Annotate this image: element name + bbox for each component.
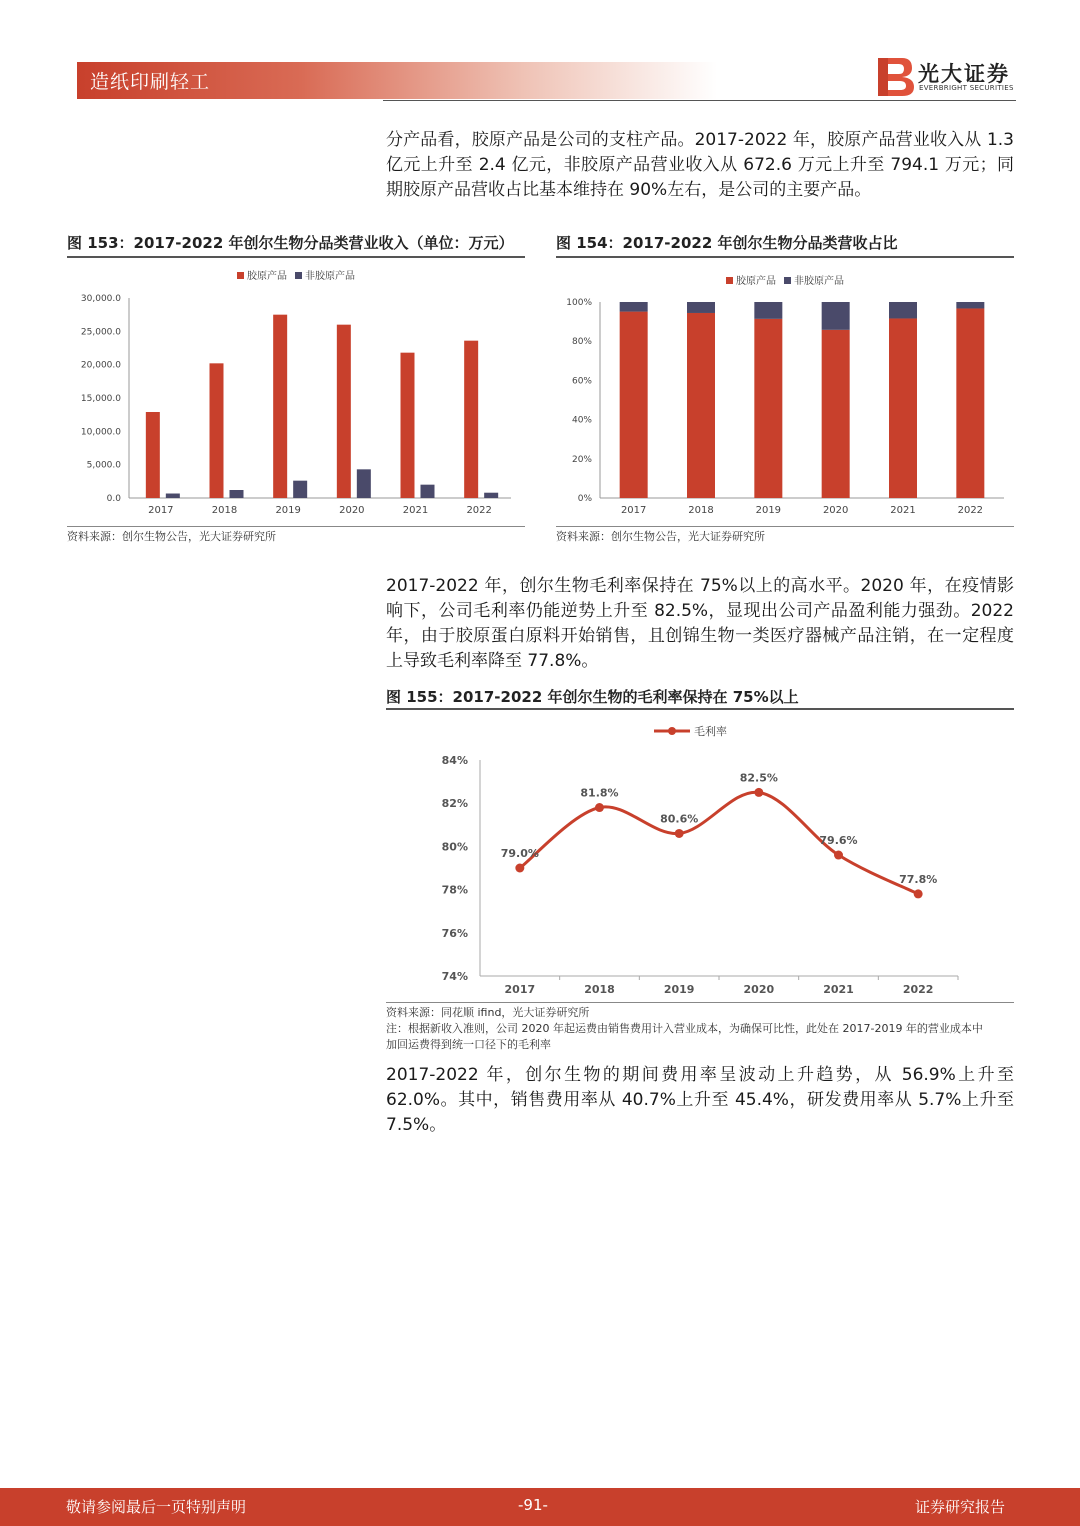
data-label: 77.8% [899,872,938,886]
paragraph-1: 分产品看，胶原产品是公司的支柱产品。2017-2022 年，胶原产品营业收入从 1.3 亿元上升至 2.4 亿元，非胶原产品营业收入从 672.6 万元上升至 794.1 万元；同期胶原产品营收占比基本维持在 90%左右，是公司的主要产品。 [386,130,1014,200]
bar-collagen-share [956,308,984,498]
data-point [754,788,763,797]
legend-label: 非胶原产品 [794,276,844,287]
x-tick-label: 2017 [504,983,536,996]
revenue-share-chart [556,262,1014,524]
footer-report-type: 证券研究报告 [914,1498,1005,1516]
data-label: 80.6% [660,812,699,826]
margin-series-line [520,792,918,894]
x-tick-label: 2022 [466,505,492,516]
bar-collagen [273,315,287,498]
x-tick-label: 2018 [584,983,615,996]
y-tick-label: 10,000.0 [80,427,121,438]
legend-marker [668,727,676,735]
figure-154-source: 资料来源：创尔生物公告，光大证券研究所 [556,530,765,543]
figure-153-rule [67,256,525,258]
legend-label: 胶原产品 [247,271,287,282]
y-tick-label: 30,000.0 [80,294,121,304]
legend-swatch [237,272,244,279]
bar-non-collagen [357,469,371,498]
bar-non-collagen [293,481,307,498]
bar-non-collagen [484,493,498,498]
x-tick-label: 2020 [743,983,775,996]
y-tick-label: 0% [577,494,592,504]
y-tick-label: 60% [571,376,592,387]
data-point [675,829,684,838]
legend-swatch [295,272,302,279]
data-point [914,889,923,898]
bar-non-collagen [166,494,180,498]
y-tick-label: 80% [571,337,592,348]
y-tick-label: 82% [441,797,468,811]
figure-154-bottom-rule [556,526,1014,527]
x-tick-label: 2021 [890,505,916,516]
figure-153-bottom-rule [67,526,525,527]
y-tick-label: 76% [441,926,468,940]
bar-collagen [210,363,224,498]
y-tick-label: 100% [566,298,592,308]
data-point [834,851,843,860]
brand-name-en: EVERBRIGHT SECURITIES [919,84,1014,92]
data-label: 79.0% [500,847,539,860]
legend-label: 非胶原产品 [305,271,355,282]
bar-non-collagen [421,485,435,498]
x-tick-label: 2021 [823,983,854,996]
x-tick-label: 2017 [148,505,174,516]
y-tick-label: 0.0 [106,494,121,504]
header-rule [383,100,1016,101]
x-tick-label: 2018 [688,505,714,516]
data-label: 82.5% [739,771,778,785]
data-label: 79.6% [819,834,858,848]
x-tick-label: 2017 [620,505,647,516]
x-tick-label: 2020 [339,505,365,516]
section-title: 造纸印刷轻工 [90,71,211,93]
y-tick-label: 78% [441,883,468,897]
data-label: 81.8% [580,786,619,800]
y-tick-label: 40% [571,415,592,426]
bar-collagen [146,412,160,498]
x-tick-label: 2019 [755,505,782,516]
bar-collagen [401,353,415,498]
y-tick-label: 20% [571,454,592,465]
legend-label: 胶原产品 [736,276,776,287]
bar-collagen-share [889,318,917,498]
data-point [515,864,524,873]
y-tick-label: 84% [441,754,468,767]
bar-non-collagen-share [620,302,648,312]
figure-155-note-line-1: 注：根据新收入准则，公司 2020 年起运费由销售费用计入营业成本，为确保可比性，此处在 2017-2019 年的营业成本中 [386,1022,983,1035]
x-tick-label: 2018 [211,505,238,516]
bar-collagen-share [822,330,850,498]
bar-non-collagen-share [889,302,917,318]
figure-153-source: 资料来源：创尔生物公告，光大证券研究所 [67,530,276,543]
bar-collagen [464,341,478,498]
bar-collagen [337,325,351,498]
bar-collagen-share [620,312,648,498]
x-tick-label: 2022 [957,505,984,516]
legend-swatch [726,277,733,284]
y-tick-label: 5,000.0 [86,460,121,471]
y-tick-label: 25,000.0 [80,327,121,338]
figure-155-bottom-rule [386,1002,1014,1003]
figure-154-title: 图 154：2017-2022 年创尔生物分品类营收占比 [556,234,898,252]
bar-non-collagen-share [822,302,850,330]
data-point [595,803,604,812]
figure-155-note-line-2: 加回运费得到统一口径下的毛利率 [386,1038,551,1051]
figure-155-source: 资料来源：同花顺 ifind，光大证券研究所 [386,1006,590,1019]
figure-155-title: 图 155：2017-2022 年创尔生物的毛利率保持在 75%以上 [386,688,799,706]
bar-collagen-share [754,319,782,498]
y-tick-label: 15,000.0 [80,394,121,404]
brand-name-cn: 光大证券 [918,62,1010,86]
bar-non-collagen-share [754,302,782,319]
paragraph-2: 2017-2022 年，创尔生物毛利率保持在 75%以上的高水平。2020 年，在疫情影响下，公司毛利率仍能逆势上升至 82.5%，显现出公司产品盈利能力强劲。2022 年，由于胶原蛋白原料开始销售，且创锦生物一类医疗器械产品注销，在一定程度上导致毛利率降至 77.8%。 [386,576,1014,671]
y-tick-label: 80% [441,840,468,854]
paragraph-3: 2017-2022 年，创尔生物的期间费用率呈波动上升趋势，从 56.9%上升至 62.0%。其中，销售费用率从 40.7%上升至 45.4%，研发费用率从 5.7%上升至 7.5%。 [386,1065,1014,1135]
x-tick-label: 2019 [275,505,301,516]
y-tick-label: 20,000.0 [80,360,121,371]
legend-label: 毛利率 [694,725,727,738]
x-tick-label: 2019 [663,983,695,996]
y-tick-label: 74% [441,970,468,983]
footer-disclaimer: 敬请参阅最后一页特别声明 [66,1498,247,1516]
gross-margin-line-chart [386,714,1014,1000]
figure-153-title: 图 153：2017-2022 年创尔生物分品类营业收入（单位：万元） [67,234,514,252]
x-tick-label: 2022 [902,983,934,996]
revenue-bar-chart [67,262,525,524]
x-tick-label: 2021 [402,505,429,516]
bar-non-collagen [230,490,244,498]
figure-154-rule [556,256,1014,258]
bar-non-collagen-share [956,302,984,308]
figure-155-rule [386,708,1014,710]
legend-swatch [784,277,791,284]
page-number: -91- [518,1496,548,1514]
bar-non-collagen-share [687,302,715,313]
bar-collagen-share [687,313,715,498]
x-tick-label: 2020 [822,505,849,516]
